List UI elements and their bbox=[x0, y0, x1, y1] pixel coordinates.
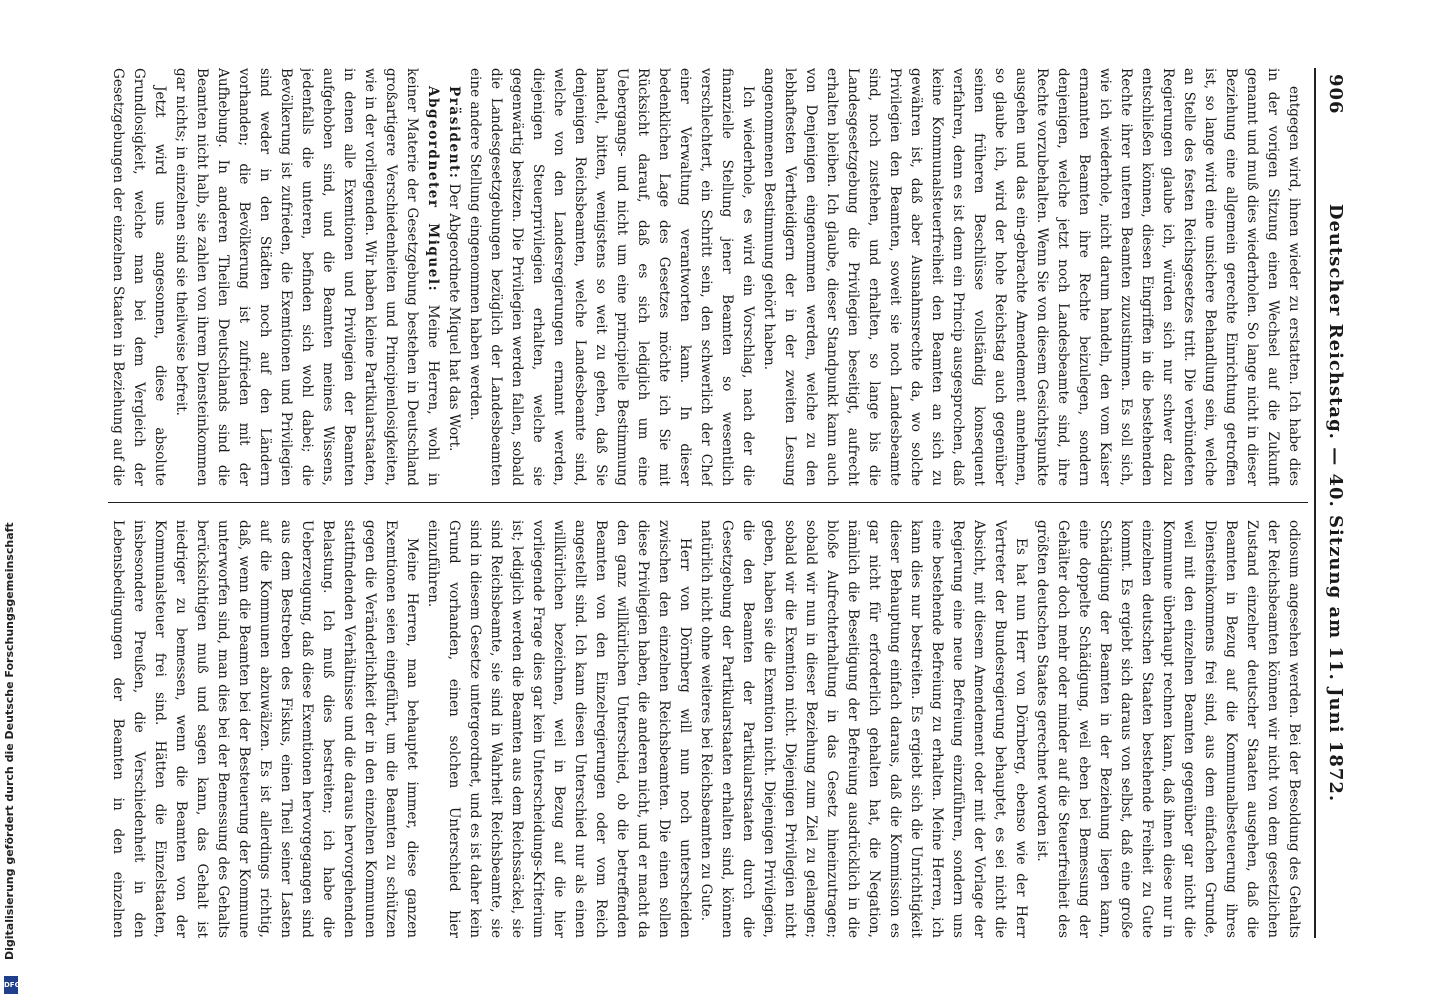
paragraph: Es hat nun Herr von Dörnberg, ebenso wie der Herr Vertreter der Bundesregierung behauptet, es sei nicht die Absicht, mit diesem Amendement oder mit der Vorlage der Regierung eine neue Befreiung einzuführen, sondern uns eine bestehende Befreiung zu erhalten. Meine Herren, ich kann dies nur bestreiten. Es ergiebt sich die Unrichtigkeit dieser Behauptung einfach daraus, daß die Kommission es gar nicht für erforderlich gehalten hat, die Negation, nämlich die Beseitigung der Befreiung ausdrücklich in die bloße Aufrechterhaltung in das Gesetz hineinzutragen; sobald wir nun in dieser Beziehung zum Ziel zu gelangen; sobald wir die Exemtion nicht. Diejenigen Privilegien nicht geben, haben sie die Exemtion nicht. Diejenigen Privilegien, die den Beamten der Partikularstaaten durch die Gesetzgebung der Partikularstaaten erhalten sind, können natürlich nicht ohne weiteres bei Reichsbeamten zu Gute. bbox=[698, 520, 1029, 938]
paragraph: Meine Herren, man behauptet immer, diese ganzen Exemtionen seien eingeführt, um die Beamten zu schützen gegen die Veränderlichkeit der in den einzelnen Kommunen stattfindenden Verhältnisse und die daraus hervorgehenden Belastung. Ich muß dies bestreiten; ich habe die Ueberzeugung, daß diese Exemtionen hervorgegangen sind aus dem Bestreben des Fiskus, einen Theil seiner Lasten auf die Kommunen abzuwälzen. Es ist allerdings richtig, daß, wenn die Beamten bei der Besteuerung der Kommune unterworfen sind, man dies bei der Bemessung des Gehalts berücksichtigen muß und sagen kann, das Gehalt ist niedriger zu bemessen, wenn die Beamten von der Kommunalsteuer frei sind. Hätten die Einzelstaaten, insbesondere Preußen, die Verschiedenheit in den Lebensbedingungen der Beamten in den einzelnen bbox=[110, 520, 420, 938]
president-label: Präsident: bbox=[446, 86, 462, 180]
speaker-paragraph: Meine Herren, wohl in keiner Materie der Gesetzgebung bestehen in Deutschland großartigere Verschiedenheiten und Principienlosigkeiten, wie in der vorliegenden. Wir haben kleine Partikularstaaten, in denen alle Exemtionen und Privilegien der Beamten aufgehoben sind, und die Beamten meines Wissens, jedenfalls die unteren, befinden sich wohl dabei; die Bevölkerung ist zufrieden, die Exemtionen und Privilegien sind weder in den Städten noch auf den Ländern vorhanden; die Bevölkerung ist zufrieden mit der Aufhebung. In anderen Theilen Deutschlands sind die Beamten nicht halb, sie zahlen von ihrem Diensteinkommen gar nichts; in einzelnen sind sie theilweise befreit. bbox=[173, 68, 441, 486]
paragraph: Herr von Dörnberg will nun noch unterscheiden zwischen den einzelnen Reichsbeamten. Die einen sollen diese Privilegien haben, die anderen nicht, und er macht da den ganz willkürlichen Unterschied, ob die betreffenden Beamten von den Einzelregierungen oder vom Reich angestellt sind. Ich kann diesen Unterschied nur als einen willkürlichen bezeichnen, weil in Bezug auf die hier vorliegende Frage dies gar kein Unterscheidungs-Kriterium ist; lediglich werden die Beamten aus dem Reichssäckel, sie sind Reichsbeamte, sie sind in Wahrheit Reichsbeamte, sie sind in diesem Gesetze untergeordnet, und es ist daher kein Grund vorhanden, einen solchen Unterschied hier einzuführen. bbox=[425, 520, 693, 938]
running-head bbox=[1318, 68, 1348, 938]
left-column bbox=[104, 68, 1304, 486]
president-text: Der Abgeordnete Miquel hat das Wort. bbox=[446, 183, 462, 452]
running-title: Deutscher Reichstag. — 40. Sitzung am 11. Juni 1872. bbox=[1325, 203, 1346, 803]
paragraph: entgegen wird, ihnen wieder zu erstatten. Ich habe dies in der vorigen Sitzung einen Wechsel auf die Zukunft genannt und muß dies wiederholen. So lange nicht in dieser Beziehung eine allgemein gerechte Einrichtung getroffen ist, so lange wird eine unsichere Behandlung sein, welche an Stelle des festen Reichsgesetzes tritt. Die verbündeten Regierungen glaube ich, würden sich nur schwer dazu entschließen können, diesen Eingriffen in die bestehenden Rechte ihrer unteren Beamten zuzustimmen. Es soll sich, wie ich wiederhole, nicht darum handeln, den vom Kaiser ernannten Beamten ihre Rechte beizulegen, sondern denjenigen, welche jetzt noch Landesbeamte sind, ihre Rechte vorzubehalten. Wenn Sie von diesem Gesichtspunkte ausgehen und das ein-gebrachte Amendement annehmen, so glaube ich, wird der hohe Reichstag auch gegenüber seinen früheren Beschlüsse vollständig konsequent verfahren, denn es ist denn ein Princip ausgesprochen, daß keine Kommunalsteuerfreiheit den Beamten an sich zu gewähren ist, daß aber Ausnahmsrechte da, wo solche Privilegien den Beamten, soweit sie noch Landesbeamte sind, noch zustehen, und erhalten, so lange bis die Landesgesetzgebung die Privilegien beseitigt, aufrecht erhalten bleiben. Ich glaube, dieser Standpunkt kann auch von Denjenigen eingenommen werden, welche zu den lebhaftesten Vertheidigern der in der zweiten Lesung angenommenen Bestimmung gehört haben. bbox=[761, 68, 1302, 486]
rotated-page bbox=[78, 68, 1348, 938]
speaker-label: Abgeordneter Miquel: bbox=[425, 86, 441, 293]
paragraph: Jetzt wird uns angesonnen, diese absolute Grundlosigkeit, welche man bei dem Vergleich der Gesetzgebungen der einzelnen Staaten in Beziehung auf die bbox=[110, 68, 168, 486]
column-divider bbox=[108, 502, 1308, 503]
dfg-logo: DFG bbox=[4, 976, 18, 994]
paragraph: odiosum angesehen werden. Bei der Besoldung des Gehalts der Reichsbeamten können wir nicht von dem gesetzlichen Zustand einzelner deutscher Staaten ausgehen, daß die Beamten in Bezug auf die Kommunalbesteuerung ihres Diensteinkommens frei sind, aus dem einfachen Grunde, weil mit den einzelnen Beamten gegenüber gar nicht die Kommune überhaupt rechnen kann, daß ihnen diese nur in einzelnen deutschen Staaten bestehende Freiheit zu Gute kommt. Es ergiebt sich daraus von selbst, daß eine große Schädigung der Beamten in der Beziehung liegen kann, eine doppelte Schädigung, weil eben bei Bemessung der Gehälter doch mehr oder minder auf die Steuerfreiheit des größten deutschen Staates gerechnet worden ist. bbox=[1034, 520, 1302, 938]
speaker-intro bbox=[170, 68, 443, 486]
header-rule bbox=[1314, 68, 1316, 938]
funding-sidebar bbox=[0, 0, 22, 1000]
right-column bbox=[104, 520, 1304, 938]
president-remark bbox=[443, 68, 464, 486]
page-number: 906 bbox=[1325, 74, 1346, 115]
funding-note: Digitalisierung gefördert durch die Deutsche Forschungsgemeinschaft bbox=[3, 522, 16, 960]
paragraph: Ich wiederhole, es wird ein Vorschlag, nach der die finanzielle Stellung jener Beamten so wesentlich verschlechtert, ein Schritt sein, den schwerlich der Chef einer Verwaltung verantworten kann. In dieser bedenklichen Lage des Gesetzes möchte ich Sie mit Rücksicht darauf, daß es sich lediglich um eine Uebergangs- und nicht um eine principielle Bestimmung handelt, bitten, wenigstens so weit zu gehen, daß Sie denjenigen Reichsbeamten, welche Landesbeamte sind, welche von den Landesregierungen ernannt werden, diejenigen Steuerprivilegien erhalten, welche sie gegenwärtig besitzen. Die Privilegien werden fallen, sobald die Landesgesetzgebungen bezüglich der Landesbeamten eine andere Stellung eingenommen haben werden. bbox=[467, 68, 756, 486]
